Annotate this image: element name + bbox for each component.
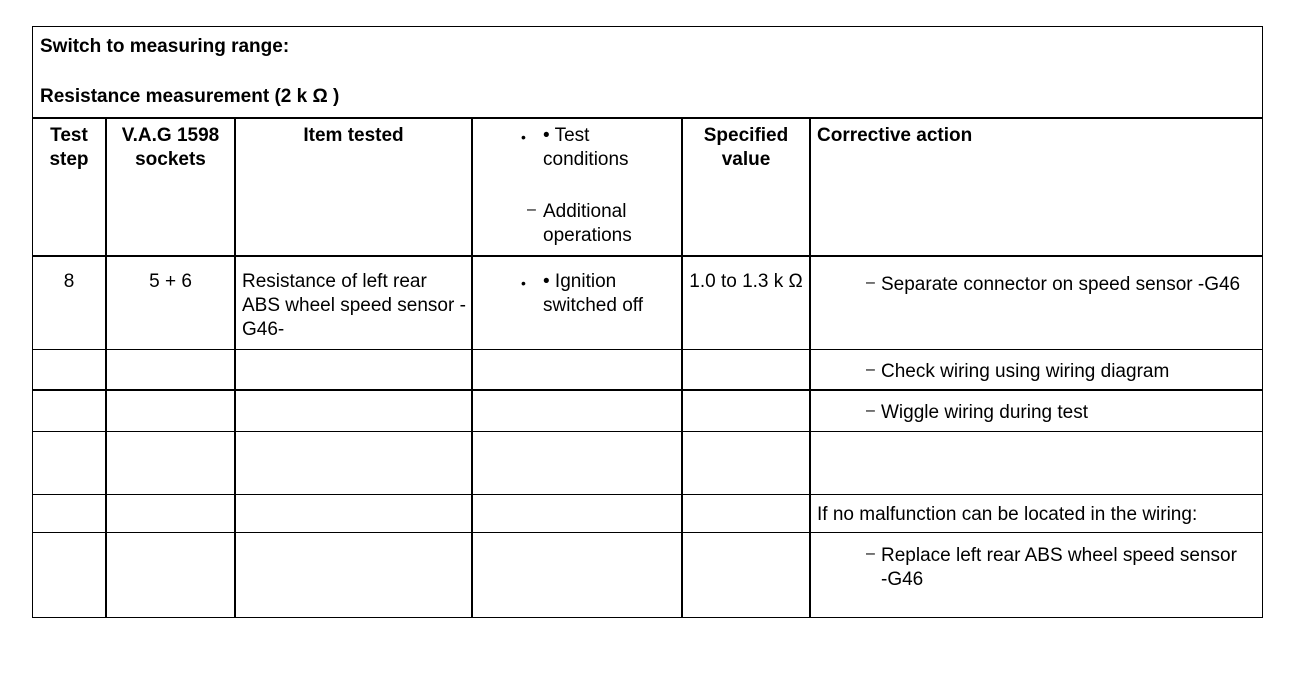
- row-divider: [33, 389, 1262, 391]
- measuring-range-label: Switch to measuring range:: [40, 36, 290, 57]
- dash-icon: –: [866, 274, 875, 291]
- dash-icon: –: [866, 545, 875, 562]
- header-specified-value: Specified value: [703, 125, 789, 170]
- bullet-icon: •: [521, 275, 526, 291]
- row-divider: [33, 494, 1262, 495]
- row5-corrective-action: If no malfunction can be located in the wiring:: [817, 504, 1198, 525]
- row-divider: [33, 255, 1262, 257]
- row6-corrective-action: Replace left rear ABS wheel speed sensor -G46: [881, 545, 1237, 590]
- header-sockets: V.A.G 1598 sockets: [121, 125, 220, 170]
- header-corrective-action: Corrective action: [817, 125, 973, 146]
- measuring-range-header: [33, 27, 1262, 119]
- row3-corrective-action: Wiggle wiring during test: [881, 402, 1088, 423]
- row1-test-condition: • Ignition switched off: [543, 271, 643, 316]
- row2-corrective-action: Check wiring using wiring diagram: [881, 361, 1170, 382]
- row-divider: [33, 349, 1262, 350]
- row1-corrective-action: Separate connector on speed sensor -G46: [881, 274, 1241, 295]
- row1-specified-value: 1.0 to 1.3 k Ω: [689, 271, 803, 292]
- test-procedure-table: [32, 26, 1263, 618]
- header-item-tested: Item tested: [303, 125, 404, 146]
- column-divider: [471, 117, 473, 617]
- row-divider: [33, 532, 1262, 533]
- dash-icon: –: [527, 201, 536, 218]
- resistance-measurement-label: Resistance measurement (2 k Ω ): [40, 86, 340, 107]
- row1-item-tested: Resistance of left rear ABS wheel speed sensor -G46-: [242, 271, 466, 340]
- row1-test-step: 8: [63, 271, 75, 292]
- column-divider: [105, 117, 107, 617]
- row-divider: [33, 431, 1262, 432]
- header-test-step: Test step: [49, 125, 89, 170]
- table-grid: [33, 117, 1262, 617]
- header-additional-operations: Additional operations: [543, 201, 632, 246]
- header-test-conditions: • Test conditions: [543, 125, 629, 170]
- column-divider: [809, 117, 811, 617]
- dash-icon: –: [866, 361, 875, 378]
- bullet-icon: •: [521, 129, 526, 145]
- column-divider: [681, 117, 683, 617]
- row1-sockets: 5 + 6: [149, 271, 192, 292]
- dash-icon: –: [866, 402, 875, 419]
- column-divider: [234, 117, 236, 617]
